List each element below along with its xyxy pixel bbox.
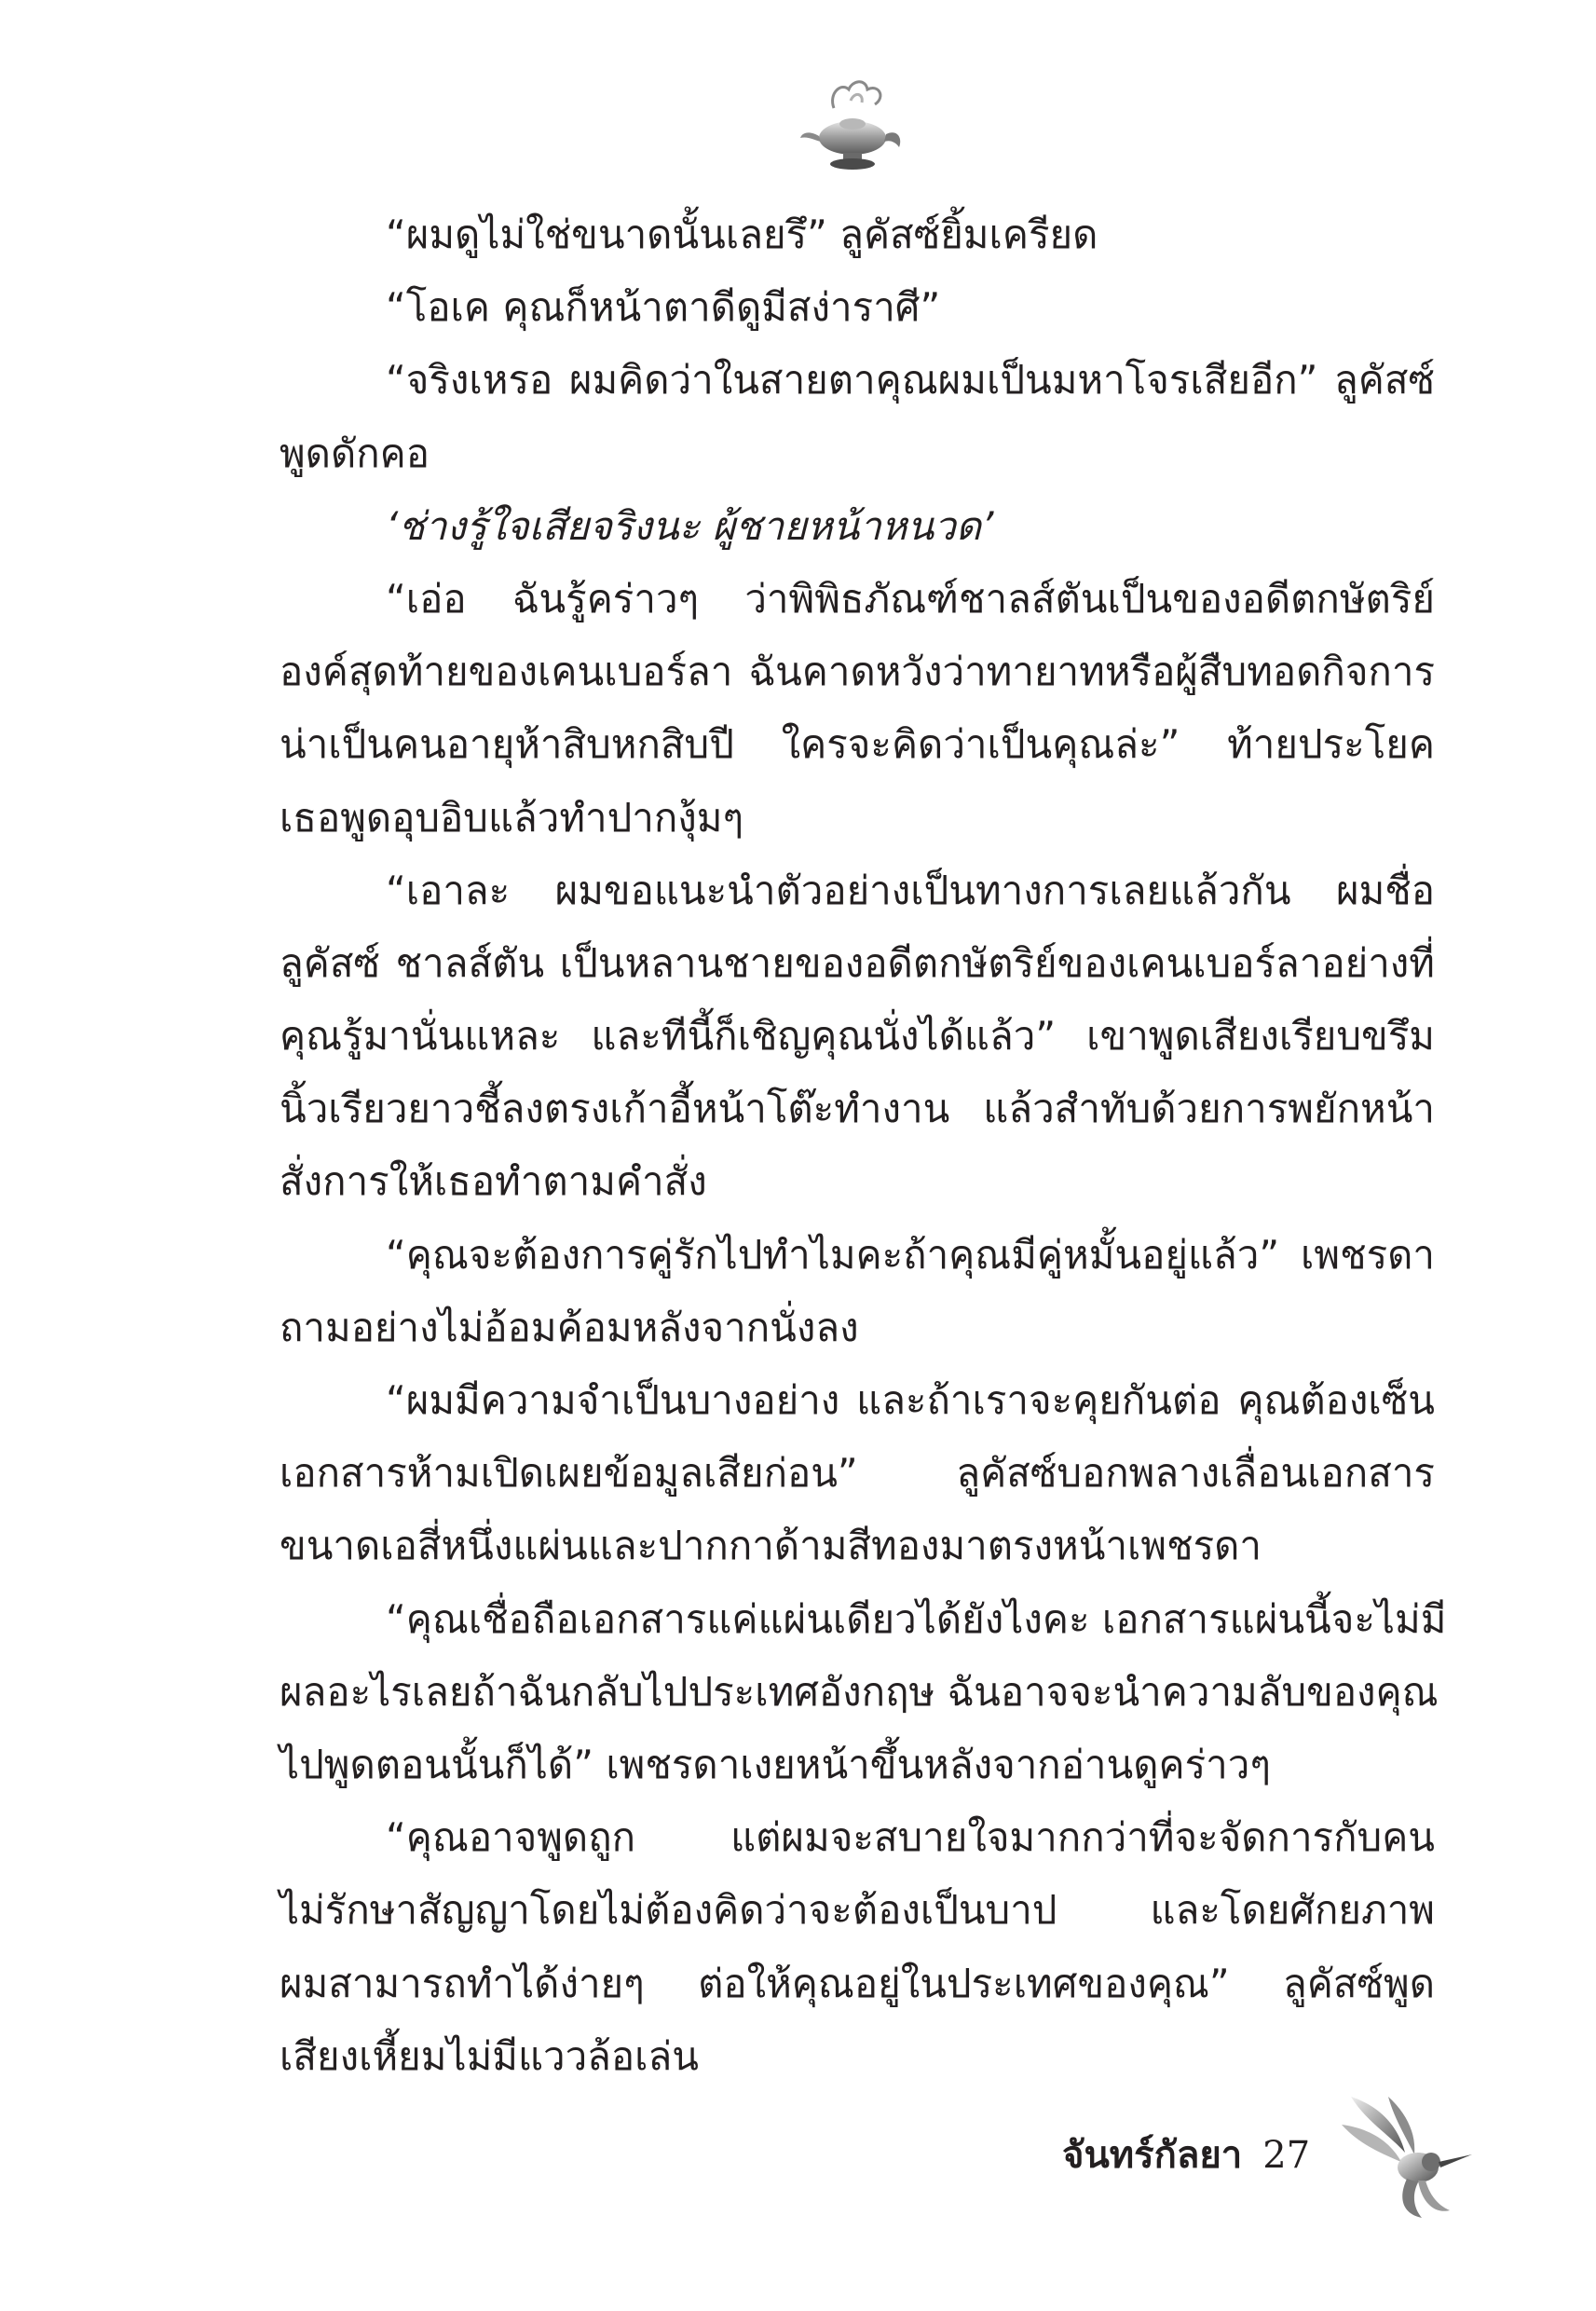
text-line: เสียงเหี้ยมไม่มีแววล้อเล่น xyxy=(280,2032,699,2079)
footer-author-name: จันทร์กัลยา xyxy=(1062,2134,1243,2177)
page-number: 27 xyxy=(1262,2134,1311,2177)
text-line: พูดดักคอ xyxy=(280,430,430,476)
text-line: “คุณอาจพูดถูก แต่ผมจะสบายใจมากกว่าที่จะจัดการกับคน xyxy=(386,1814,1435,1861)
hummingbird-ornament-icon xyxy=(1332,2087,1481,2227)
text-line: องค์สุดท้ายของเคนเบอร์ลา ฉันคาดหวังว่าทายาทหรือผู้สืบทอดกิจการ xyxy=(280,649,1435,695)
text-line: “เอ่อ ฉันรู้คร่าวๆ ว่าพิพิธภัณฑ์ชาลส์ตันเป็นของอดีตกษัตริย์ xyxy=(386,575,1435,622)
text-line: “คุณจะต้องการคู่รักไปทำไมคะถ้าคุณมีคู่หมั้นอยู่แล้ว” เพชรดา xyxy=(386,1231,1435,1278)
text-line: น่าเป็นคนอายุห้าสิบหกสิบปี ใครจะคิดว่าเป็นคุณล่ะ” ท้ายประโยค xyxy=(280,721,1435,768)
text-line: สั่งการให้เธอทำตามคำสั่ง xyxy=(280,1158,707,1205)
text-line: ผลอะไรเลยถ้าฉันกลับไปประเทศอังกฤษ ฉันอาจจะนำความลับของคุณ xyxy=(280,1668,1439,1715)
text-line: เธอพูดอุบอิบแล้วทำปากงุ้มๆ xyxy=(280,794,744,841)
chapter-body-text xyxy=(280,198,1447,2093)
text-line: ลูคัสซ์ ชาลส์ตัน เป็นหลานชายของอดีตกษัตริย์ของเคนเบอร์ลาอย่างที่ xyxy=(280,939,1435,986)
text-line: นิ้วเรียวยาวชี้ลงตรงเก้าอี้หน้าโต๊ะทำงาน แล้วสำทับด้วยการพยักหน้า xyxy=(280,1086,1435,1132)
text-line: “คุณเชื่อถือเอกสารแค่แผ่นเดียวได้ยังไงคะ เอกสารแผ่นนี้จะไม่มี xyxy=(386,1595,1447,1642)
genie-lamp-ornament-icon xyxy=(797,73,908,175)
text-line: คุณรู้มานั่นแหละ และทีนี้ก็เชิญคุณนั่งได้แล้ว” เขาพูดเสียงเรียบขรึม xyxy=(280,1013,1435,1060)
text-line: “จริงเหรอ ผมคิดว่าในสายตาคุณผมเป็นมหาโจรเสียอีก” ลูคัสซ์ xyxy=(386,357,1435,403)
text-line: “โอเค คุณก็หน้าตาดีดูมีสง่าราศี” xyxy=(386,284,941,331)
text-line: ไปพูดตอนนั้นก็ได้” เพชรดาเงยหน้าขึ้นหลังจากอ่านดูคร่าวๆ xyxy=(280,1741,1271,1787)
text-line: ถามอย่างไม่อ้อมค้อมหลังจากนั่งลง xyxy=(280,1304,859,1350)
text-line: “ผมมีความจำเป็นบางอย่าง และถ้าเราจะคุยกันต่อ คุณต้องเซ็น xyxy=(386,1377,1435,1423)
text-line-italic-thought: ‘ช่างรู้ใจเสียจริงนะ ผู้ชายหน้าหนวด’ xyxy=(386,502,994,549)
page-footer xyxy=(1062,2113,1310,2197)
text-line: เอกสารห้ามเปิดเผยข้อมูลเสียก่อน” ลูคัสซ์บอกพลางเลื่อนเอกสาร xyxy=(280,1450,1435,1497)
text-line: “ผมดูไม่ใช่ขนาดนั้นเลยรึ” ลูคัสซ์ยิ้มเครียด xyxy=(386,212,1098,257)
text-line: ขนาดเอสี่หนึ่งแผ่นและปากกาด้ามสีทองมาตรงหน้าเพชรดา xyxy=(280,1523,1262,1569)
text-line: ผมสามารถทำได้ง่ายๆ ต่อให้คุณอยู่ในประเทศของคุณ” ลูคัสซ์พูด xyxy=(280,1960,1435,2006)
text-line: ไม่รักษาสัญญาโดยไม่ต้องคิดว่าจะต้องเป็นบาป และโดยศักยภาพ xyxy=(280,1887,1435,1934)
text-line: “เอาละ ผมขอแนะนำตัวอย่างเป็นทางการเลยแล้วกัน ผมชื่อ xyxy=(386,867,1435,913)
